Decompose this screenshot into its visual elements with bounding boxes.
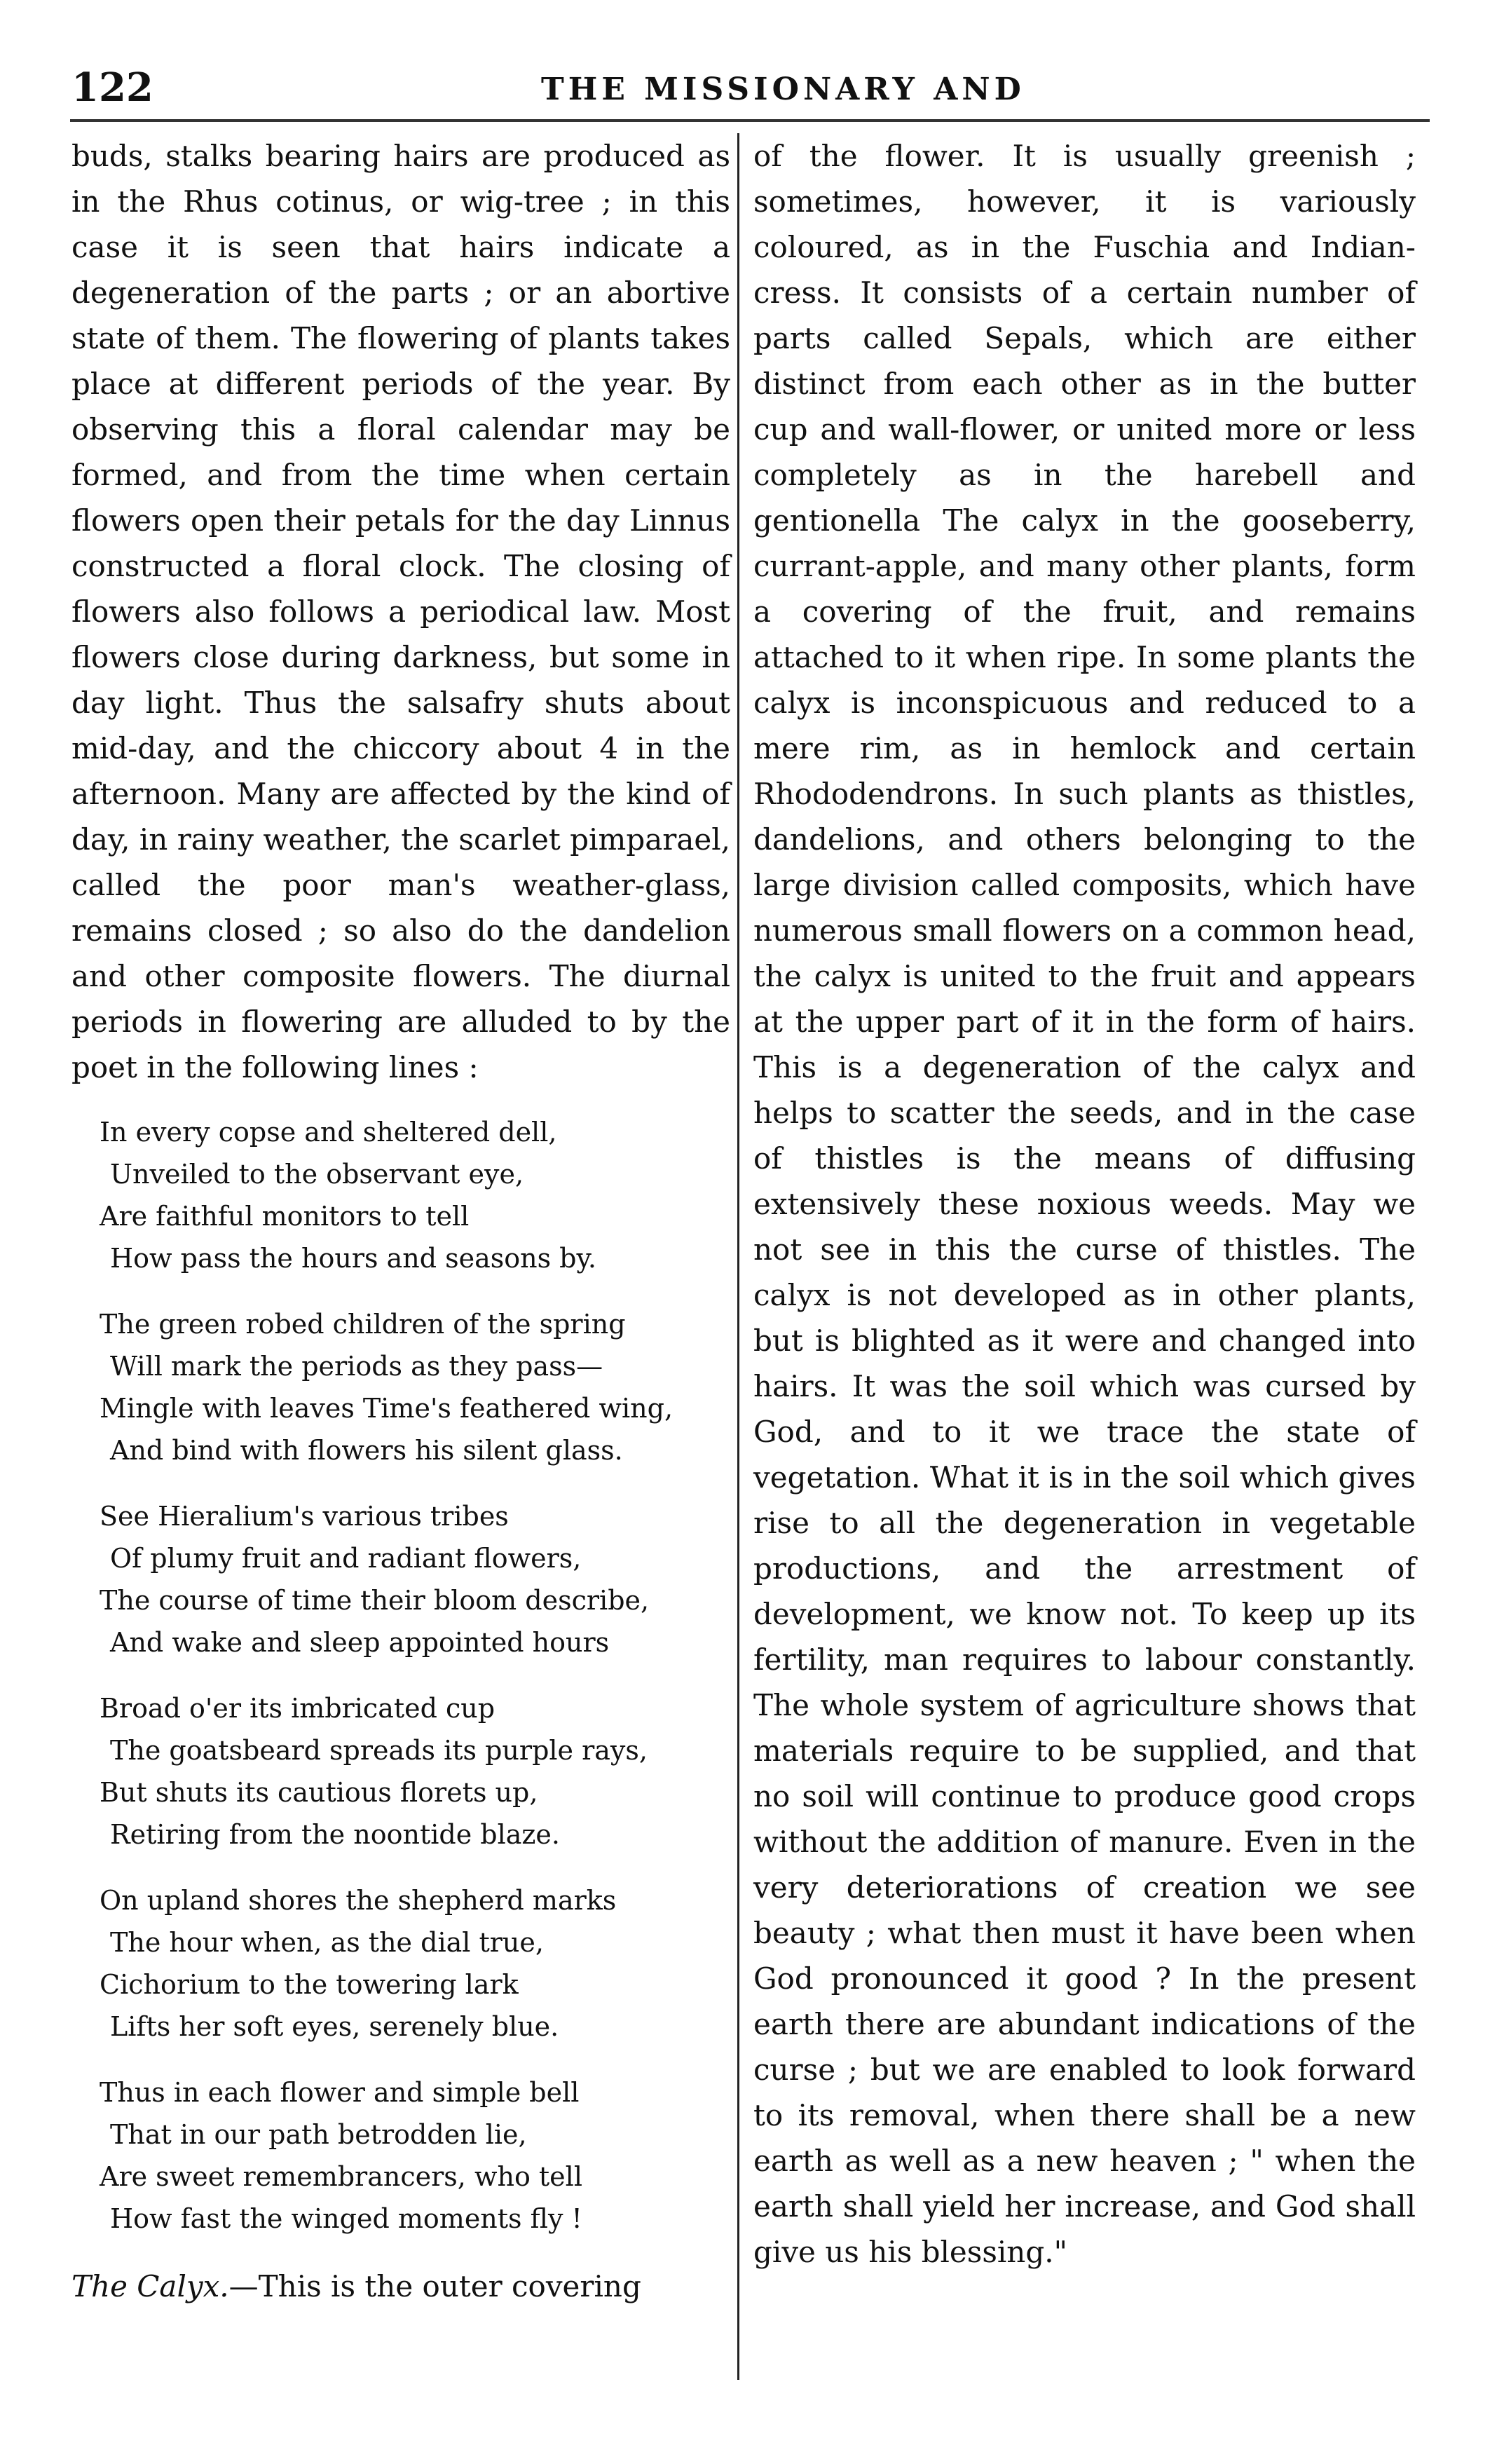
poem-stanza bbox=[71, 1495, 730, 1663]
calyx-heading: The Calyx. bbox=[71, 2269, 229, 2303]
page-number: 122 bbox=[71, 64, 153, 111]
poem-stanza bbox=[71, 1687, 730, 1856]
poem-line: Of plumy fruit and radiant flowers, bbox=[110, 1543, 582, 1574]
poem-line: Are faithful monitors to tell bbox=[100, 1201, 470, 1232]
poem-line: But shuts its cautious florets up, bbox=[100, 1777, 538, 1808]
page-header bbox=[64, 64, 1431, 114]
left-column bbox=[71, 133, 730, 2309]
calyx-text: —This is the outer covering bbox=[228, 2269, 641, 2303]
poem-line: Lifts her soft eyes, serenely blue. bbox=[110, 2011, 559, 2042]
poem-line: Will mark the periods as they pass— bbox=[110, 1351, 603, 1382]
poem-stanza bbox=[71, 1303, 730, 1471]
poem bbox=[71, 1111, 730, 2240]
poem-line: On upland shores the shepherd marks bbox=[100, 1885, 617, 1916]
poem-line: Mingle with leaves Time's feathered wing, bbox=[100, 1393, 674, 1424]
poem-line: In every copse and sheltered dell, bbox=[100, 1117, 557, 1148]
left-paragraph: buds, stalks bearing hairs are produced as in the Rhus cotinus, or wig-tree ; in this case it is seen that hairs indicate a degeneration of the parts ; or an abortive state of them. The flowering of plants takes place at different periods of the year. By observing this a floral calendar may be formed, and from the time when certain flowers open their petals for the day Linnus constructed a floral clock. The closing of flowers also follows a periodical law. Most flowers close during darkness, but some in day light. Thus the salsafry shuts about mid-day, and the chiccory about 4 in the afternoon. Many are affected by the kind of day, in rainy weather, the scarlet pimparael, called the poor man's weather-glass, remains closed ; so also do the dandelion and other composite flowers. The diurnal periods in flowering are alluded to by the poet in the following lines : bbox=[71, 139, 730, 1084]
poem-line: Cichorium to the towering lark bbox=[100, 1969, 519, 2000]
poem-line: And wake and sleep appointed hours bbox=[110, 1627, 610, 1658]
poem-line: The hour when, as the dial true, bbox=[110, 1927, 544, 1958]
poem-line: How fast the winged moments fly ! bbox=[110, 2203, 582, 2234]
poem-stanza bbox=[71, 1879, 730, 2048]
poem-line: That in our path betrodden lie, bbox=[110, 2119, 527, 2150]
poem-line: The course of time their bloom describe, bbox=[100, 1585, 650, 1616]
column-divider bbox=[737, 133, 739, 2380]
poem-line: Thus in each flower and simple bell bbox=[100, 2077, 580, 2108]
right-column bbox=[753, 133, 1416, 2275]
poem-line: Unveiled to the observant eye, bbox=[110, 1159, 524, 1190]
poem-stanza bbox=[71, 1111, 730, 1279]
header-rule bbox=[70, 119, 1430, 122]
running-title: THE MISSIONARY AND bbox=[541, 72, 1025, 107]
poem-line: How pass the hours and seasons by. bbox=[110, 1243, 597, 1274]
poem-line: And bind with flowers his silent glass. bbox=[110, 1435, 623, 1466]
poem-line: See Hieralium's various tribes bbox=[100, 1501, 509, 1532]
poem-line: Are sweet remembrancers, who tell bbox=[100, 2161, 582, 2192]
poem-line: The goatsbeard spreads its purple rays, bbox=[110, 1735, 648, 1766]
poem-stanza bbox=[71, 2071, 730, 2240]
poem-line: Retiring from the noontide blaze. bbox=[110, 1819, 560, 1850]
poem-line: The green robed children of the spring bbox=[100, 1309, 626, 1340]
calyx-section-start bbox=[71, 2264, 730, 2309]
poem-line: Broad o'er its imbricated cup bbox=[100, 1693, 495, 1724]
right-paragraph: of the flower. It is usually greenish ; sometimes, however, it is variously coloured, as in the Fuschia and Indian-cress. It consists of a certain number of parts called Sepals, which are either distinct from each other as in the butter cup and wall-flower, or united more or less completely as in the harebell and gentionella The calyx in the gooseberry, currant-apple, and many other plants, form a covering of the fruit, and remains attached to it when ripe. In some plants the calyx is inconspicuous and reduced to a mere rim, as in hemlock and certain Rhododendrons. In such plants as thistles, dandelions, and others belonging to the large division called composits, which have numerous small flowers on a common head, the calyx is united to the fruit and appears at the upper part of it in the form of hairs. This is a degeneration of the calyx and helps to scatter the seeds, and in the case of thistles is the means of diffusing extensively these noxious weeds. May we not see in this the curse of thistles. The calyx is not developed as in other plants, but is blighted as it were and changed into hairs. It was the soil which was cursed by God, and to it we trace the state of vegetation. What it is in the soil which gives rise to all the degeneration in vegetable productions, and the arrestment of development, we know not. To keep up its fertility, man requires to labour constantly. The whole system of agriculture shows that materials require to be supplied, and that no soil will continue to produce good crops without the addition of manure. Even in the very deteriorations of creation we see beauty ; what then must it have been when God pronounced it good ? In the present earth there are abundant indications of the curse ; but we are enabled to look forward to its removal, when there shall be a new earth as well as a new heaven ; " when the earth shall yield her increase, and God shall give us his blessing." bbox=[753, 139, 1416, 2269]
